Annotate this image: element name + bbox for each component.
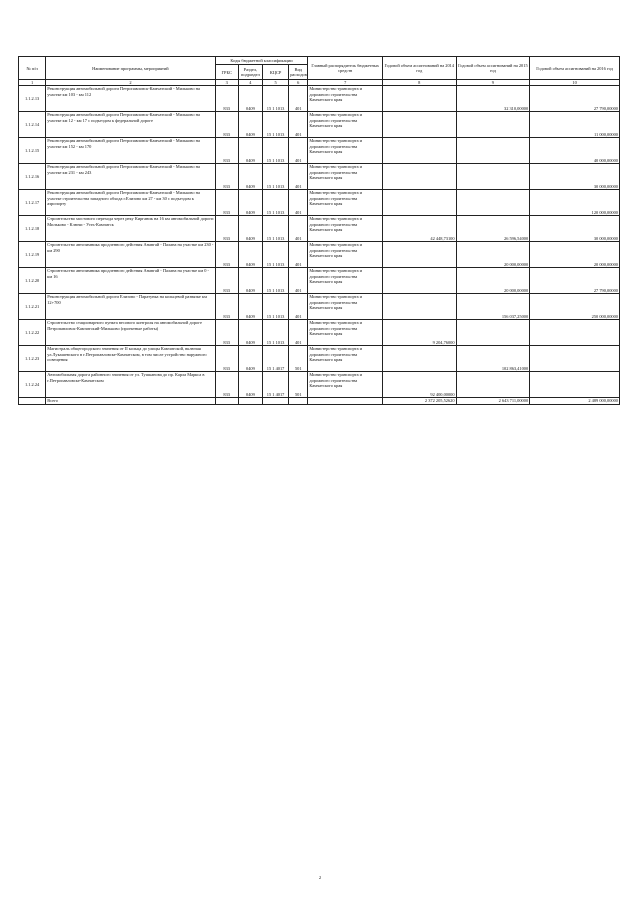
- table-row: [19, 216, 620, 242]
- row-2015: 32 310,00000: [456, 86, 530, 112]
- row-2015: [456, 138, 530, 164]
- row-vr: 501: [289, 372, 308, 398]
- row-grbs: 833: [215, 242, 238, 268]
- row-name: Строительство автозимника продленного действия Анавгай - Палана на участке км 0 - км 16: [46, 268, 215, 294]
- header-ksr: КЦСР: [262, 65, 288, 80]
- header-2015: Годовой объем ассигнований на 2015 год: [456, 57, 530, 80]
- row-2016: 250 000,00000: [530, 294, 620, 320]
- row-vr: 401: [289, 86, 308, 112]
- row-vr: 401: [289, 112, 308, 138]
- table-row: [19, 346, 620, 372]
- colnum: 1: [19, 80, 46, 86]
- row-admin: Министерство транспорта и дорожного строительства Камчатского края: [308, 294, 383, 320]
- row-2016: [530, 372, 620, 398]
- table-row: [19, 112, 620, 138]
- row-2014: [382, 268, 456, 294]
- row-admin: Министерство транспорта и дорожного строительства Камчатского края: [308, 346, 383, 372]
- row-ksr: 15 1 1013: [262, 112, 288, 138]
- row-num: 1.1.2.13: [19, 86, 46, 112]
- row-num: 1.1.2.23: [19, 346, 46, 372]
- row-ksr: 15 1 1013: [262, 86, 288, 112]
- row-2014: [382, 242, 456, 268]
- row-num: 1.1.2.15: [19, 138, 46, 164]
- row-num: 1.1.2.21: [19, 294, 46, 320]
- row-name: Строительство мостового перехода через реку Кирганик на 16 км автомобильной дороги Мильково - Ключи - Усть-Камчатск: [46, 216, 215, 242]
- header-name: Наименование программы, мероприятий: [46, 57, 215, 80]
- row-2014: 9 204,76000: [382, 320, 456, 346]
- total-2016: 2 489 000,00000: [530, 398, 620, 404]
- row-num: 1.1.2.24: [19, 372, 46, 398]
- budget-table: [18, 56, 620, 405]
- row-admin: Министерство транспорта и дорожного строительства Камчатского края: [308, 216, 383, 242]
- total-2015: 2 643 711,00000: [456, 398, 530, 404]
- document-page: [18, 56, 620, 405]
- row-ksr: 15 1 1013: [262, 242, 288, 268]
- row-grbs: 833: [215, 294, 238, 320]
- table-row: [19, 164, 620, 190]
- row-ksr: 15 1 1013: [262, 216, 288, 242]
- row-admin: Министерство транспорта и дорожного строительства Камчатского края: [308, 138, 383, 164]
- row-name: Строительство автозимника продленного действия Анавгай - Палана на участке км 230 - км 290: [46, 242, 215, 268]
- table-row: [19, 294, 620, 320]
- row-2015: 20 000,00000: [456, 268, 530, 294]
- colnum: 8: [382, 80, 456, 86]
- row-name: Строительство стационарного пункта весового контроля на автомобильной дороге Петропавловск-Камчатский-Мильково (проектные работы): [46, 320, 215, 346]
- row-2014: [382, 86, 456, 112]
- row-admin: Министерство транспорта и дорожного строительства Камчатского края: [308, 242, 383, 268]
- row-vr: 401: [289, 294, 308, 320]
- row-razdel: 0409: [238, 268, 262, 294]
- table-body: [19, 86, 620, 398]
- row-razdel: 0409: [238, 242, 262, 268]
- row-name: Реконструкция автомобильной дороги Петропавловск-Камчатский - Мильково на участке строительства западного обхода г.Елизово км 27 - км 30 с подъездом к аэропорту: [46, 190, 215, 216]
- row-2014: 92 400,00000: [382, 372, 456, 398]
- table-row: [19, 268, 620, 294]
- row-num: 1.1.2.22: [19, 320, 46, 346]
- row-2016: 27 790,00000: [530, 86, 620, 112]
- row-razdel: 0409: [238, 294, 262, 320]
- row-razdel: 0409: [238, 190, 262, 216]
- colnum: 5: [262, 80, 288, 86]
- row-ksr: 15 1 1013: [262, 190, 288, 216]
- page-number: 2: [318, 875, 322, 880]
- row-2015: [456, 112, 530, 138]
- row-vr: 401: [289, 216, 308, 242]
- table-row: [19, 138, 620, 164]
- row-ksr: 15 1 1013: [262, 320, 288, 346]
- row-razdel: 0409: [238, 320, 262, 346]
- row-2015: [456, 372, 530, 398]
- header-grbs: ГРБС: [215, 65, 238, 80]
- table-row: [19, 242, 620, 268]
- colnum: 10: [530, 80, 620, 86]
- row-admin: Министерство транспорта и дорожного строительства Камчатского края: [308, 372, 383, 398]
- row-grbs: 833: [215, 190, 238, 216]
- row-vr: 401: [289, 190, 308, 216]
- row-razdel: 0409: [238, 164, 262, 190]
- row-grbs: 833: [215, 164, 238, 190]
- row-grbs: 833: [215, 372, 238, 398]
- row-2016: [530, 346, 620, 372]
- row-grbs: 833: [215, 86, 238, 112]
- row-admin: Министерство транспорта и дорожного строительства Камчатского края: [308, 86, 383, 112]
- row-2014: [382, 112, 456, 138]
- row-name: Реконструкция автомобильной дороги Петропавловск-Камчатский - Мильково на участке км 103 - км 112: [46, 86, 215, 112]
- row-razdel: 0409: [238, 372, 262, 398]
- row-num: 1.1.2.16: [19, 164, 46, 190]
- row-2016: 120 000,00000: [530, 190, 620, 216]
- row-2016: 30 000,00000: [530, 164, 620, 190]
- row-2014: [382, 346, 456, 372]
- row-num: 1.1.2.20: [19, 268, 46, 294]
- row-2015: 156 037,25000: [456, 294, 530, 320]
- row-grbs: 833: [215, 346, 238, 372]
- row-2014: [382, 164, 456, 190]
- row-ksr: 15 1 1013: [262, 294, 288, 320]
- row-2016: 20 000,00000: [530, 242, 620, 268]
- row-2014: [382, 294, 456, 320]
- total-2014: 2 372 205,52620: [382, 398, 456, 404]
- colnum: 7: [308, 80, 383, 86]
- row-name: Автомобильная дорога районного значения от ул. Тушканова до пр. Карла Маркса в г.Петропавловске-Камчатском: [46, 372, 215, 398]
- row-razdel: 0409: [238, 112, 262, 138]
- row-2014: [382, 138, 456, 164]
- row-vr: 401: [289, 138, 308, 164]
- row-grbs: 833: [215, 320, 238, 346]
- row-2015: [456, 320, 530, 346]
- table-row: [19, 320, 620, 346]
- total-label: Всего: [46, 398, 215, 404]
- row-2014: [382, 190, 456, 216]
- row-2016: 27 790,00000: [530, 268, 620, 294]
- row-ksr: 15 1 1013: [262, 164, 288, 190]
- row-grbs: 833: [215, 112, 238, 138]
- header-num: № п/п: [19, 57, 46, 80]
- row-vr: 401: [289, 268, 308, 294]
- row-vr: 401: [289, 164, 308, 190]
- row-2016: [530, 320, 620, 346]
- row-ksr: 15 1 4017: [262, 372, 288, 398]
- row-num: 1.1.2.19: [19, 242, 46, 268]
- row-name: Реконструкция автомобильной дороги Петропавловск-Камчатский - Мильково на участке км 231 - км 243: [46, 164, 215, 190]
- header-vr: Вид расходов: [289, 65, 308, 80]
- row-admin: Министерство транспорта и дорожного строительства Камчатского края: [308, 190, 383, 216]
- row-razdel: 0409: [238, 86, 262, 112]
- row-admin: Министерство транспорта и дорожного строительства Камчатского края: [308, 112, 383, 138]
- row-razdel: 0409: [238, 138, 262, 164]
- row-num: 1.1.2.14: [19, 112, 46, 138]
- row-grbs: 833: [215, 138, 238, 164]
- row-grbs: 833: [215, 268, 238, 294]
- row-2016: 40 000,00000: [530, 138, 620, 164]
- row-grbs: 833: [215, 216, 238, 242]
- colnum: 3: [215, 80, 238, 86]
- table-row: [19, 190, 620, 216]
- row-2016: 30 000,00000: [530, 216, 620, 242]
- header-2014: Годовой объем ассигнований на 2014 год: [382, 57, 456, 80]
- row-name: Магистраль общегородского значения от II кольца до улицы Камчатской, включая ул.Лукашевского в г.Петропавловске-Камчатском, в том числе устройство наружного освещения: [46, 346, 215, 372]
- row-ksr: 15 1 1013: [262, 268, 288, 294]
- colnum: 2: [46, 80, 215, 86]
- header-2016: Годовой объем ассигнований на 2016 год: [530, 57, 620, 80]
- table-row: [19, 86, 620, 112]
- row-2015: [456, 190, 530, 216]
- row-2015: 26 596,54000: [456, 216, 530, 242]
- row-vr: 401: [289, 320, 308, 346]
- row-2015: [456, 164, 530, 190]
- row-name: Реконструкция автомобильной дороги Елизово - Паратунка на кольцевой развязке км 12+700: [46, 294, 215, 320]
- row-razdel: 0409: [238, 346, 262, 372]
- row-ksr: 15 1 4017: [262, 346, 288, 372]
- table-row: [19, 372, 620, 398]
- row-vr: 401: [289, 242, 308, 268]
- row-2014: 42 448,73100: [382, 216, 456, 242]
- row-2015: 102 863,41000: [456, 346, 530, 372]
- colnum: 4: [238, 80, 262, 86]
- row-name: Реконструкция автомобильной дороги Петропавловск-Камчатский - Мильково на участке км 152 - км 170: [46, 138, 215, 164]
- header-admin: Главный распорядитель бюджетных средств: [308, 57, 383, 80]
- row-num: 1.1.2.18: [19, 216, 46, 242]
- colnum: 6: [289, 80, 308, 86]
- row-admin: Министерство транспорта и дорожного строительства Камчатского края: [308, 320, 383, 346]
- row-vr: 501: [289, 346, 308, 372]
- row-name: Реконструкция автомобильной дороги Петропавловск-Камчатский - Мильково на участке км 12 - км 17 с подъездом к федеральной дороге: [46, 112, 215, 138]
- row-admin: Министерство транспорта и дорожного строительства Камчатского края: [308, 268, 383, 294]
- table-header: [19, 57, 620, 86]
- header-codes-group: Коды бюджетной классификации: [215, 57, 308, 65]
- header-razdel: Раздел, подраздел: [238, 65, 262, 80]
- row-admin: Министерство транспорта и дорожного строительства Камчатского края: [308, 164, 383, 190]
- row-2016: 11 000,00000: [530, 112, 620, 138]
- row-2015: 20 000,00000: [456, 242, 530, 268]
- colnum: 9: [456, 80, 530, 86]
- row-num: 1.1.2.17: [19, 190, 46, 216]
- row-ksr: 15 1 1013: [262, 138, 288, 164]
- row-razdel: 0409: [238, 216, 262, 242]
- total-row: [19, 398, 620, 404]
